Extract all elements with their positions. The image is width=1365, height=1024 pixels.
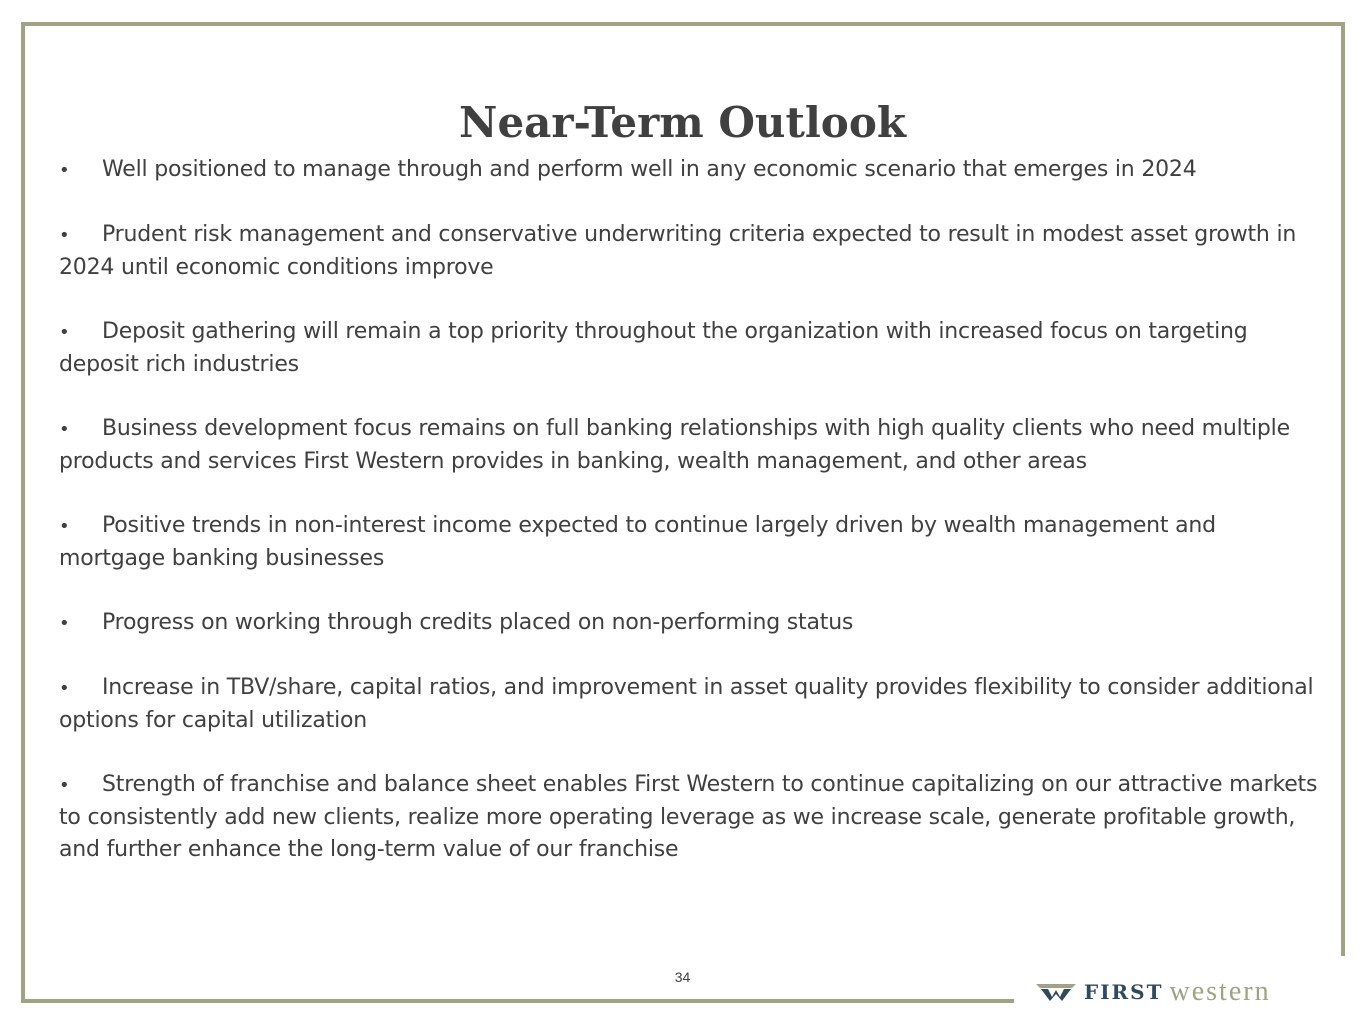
bullet-marker: • <box>59 516 70 537</box>
bullet-text: Positive trends in non-interest income expected to continue largely driven by wealth management and mortgage banking businesses <box>59 513 1216 571</box>
bullet-marker: • <box>59 678 70 699</box>
bullet-text: Well positioned to manage through and perform well in any economic scenario that emerges in 2024 <box>102 157 1197 182</box>
bullet-marker: • <box>59 613 70 634</box>
bullet-list <box>59 154 1319 898</box>
bullet-item <box>59 769 1319 866</box>
bullet-text: Increase in TBV/share, capital ratios, and improvement in asset quality provides flexibility to consider additional options for capital utilization <box>59 675 1314 733</box>
bullet-text: Prudent risk management and conservative underwriting criteria expected to result in modest asset growth in 2024 until economic conditions improve <box>59 222 1297 280</box>
bullet-text: Deposit gathering will remain a top priority throughout the organization with increased focus on targeting deposit rich industries <box>59 319 1248 377</box>
bullet-marker: • <box>59 775 70 796</box>
bullet-item <box>59 316 1319 381</box>
slide-title: Near-Term Outlook <box>459 98 906 148</box>
page-number: 34 <box>674 969 691 985</box>
slide-frame-right <box>1341 22 1345 956</box>
bullet-item <box>59 510 1319 575</box>
bullet-item <box>59 219 1319 284</box>
bullet-text: Progress on working through credits placed on non-performing status <box>102 610 854 635</box>
company-logo <box>1036 978 1348 1006</box>
slide-frame-top <box>21 22 1345 26</box>
slide-frame-left <box>21 22 25 1003</box>
bullet-text: Strength of franchise and balance sheet enables First Western to continue capitalizing on our attractive markets to consistently add new clients, realize more operating leverage as we increase scale, generate profitable growth, and further enhance the long-term value of our franchise <box>59 772 1318 862</box>
logo-western-text: western <box>1169 976 1271 1007</box>
bullet-item <box>59 607 1319 640</box>
bullet-marker: • <box>59 419 70 440</box>
bullet-text: Business development focus remains on full banking relationships with high quality clients who need multiple products and services First Western provides in banking, wealth management, and other areas <box>59 416 1290 474</box>
bullet-marker: • <box>59 160 70 181</box>
bullet-item <box>59 672 1319 737</box>
logo-first-text: FIRST <box>1084 980 1164 1004</box>
slide-frame-bottom <box>21 999 1014 1003</box>
first-western-w-icon <box>1036 982 1076 1002</box>
bullet-marker: • <box>59 322 70 343</box>
bullet-item <box>59 154 1319 187</box>
bullet-marker: • <box>59 225 70 246</box>
bullet-item <box>59 413 1319 478</box>
